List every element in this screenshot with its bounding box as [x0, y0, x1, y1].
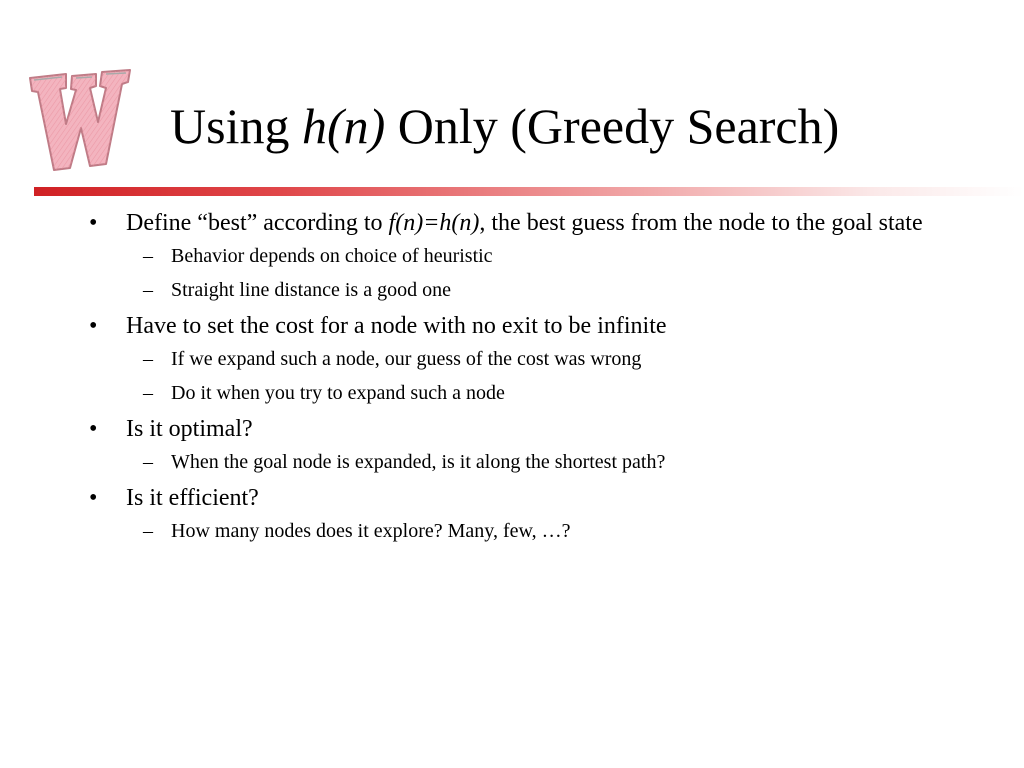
bullet-item [0, 414, 1024, 444]
bullet-marker: • [89, 210, 98, 236]
bullet-text-pre: Define “best” according to [126, 210, 389, 236]
sub-bullet-marker: – [143, 382, 153, 404]
title-post: Only (Greedy Search) [385, 98, 840, 154]
bullet-text: Is it optimal? [126, 416, 253, 442]
bullet-marker: • [89, 416, 98, 442]
bullet-item [0, 311, 1024, 341]
title-italic: h(n) [301, 98, 386, 154]
sub-bullet-marker: – [143, 348, 153, 370]
sub-bullet-text: Straight line distance is a good one [171, 279, 451, 301]
bullet-marker: • [89, 485, 98, 511]
bullet-list [0, 208, 1024, 552]
sub-bullet-item [0, 277, 1024, 303]
bullet-text-post: , the best guess from the node to the goal state [479, 210, 923, 236]
bullet-item [0, 483, 1024, 513]
sub-bullet-item [0, 518, 1024, 544]
bullet-text: Is it efficient? [126, 485, 259, 511]
sub-bullet-text: When the goal node is expanded, is it along the shortest path? [171, 451, 666, 473]
title-pre: Using [170, 98, 302, 154]
sub-bullet-item [0, 449, 1024, 475]
sub-bullet-marker: – [143, 451, 153, 473]
sub-bullet-text: Do it when you try to expand such a node [171, 382, 505, 404]
sub-bullet-text: Behavior depends on choice of heuristic [171, 245, 493, 267]
sub-bullet-text: How many nodes does it explore? Many, few, …? [171, 520, 571, 542]
sub-bullet-marker: – [143, 279, 153, 301]
bullet-marker: • [89, 313, 98, 339]
bullet-item [0, 208, 1024, 238]
title-divider [34, 187, 1024, 196]
bullet-text-italic: f(n)=h(n) [388, 210, 480, 236]
sub-bullet-marker: – [143, 520, 153, 542]
sub-bullet-item [0, 243, 1024, 269]
bullet-text: Have to set the cost for a node with no exit to be infinite [126, 313, 667, 339]
wisconsin-w-logo-icon [26, 66, 134, 172]
sub-bullet-item [0, 346, 1024, 372]
sub-bullet-marker: – [143, 245, 153, 267]
slide-title [170, 96, 839, 156]
sub-bullet-text: If we expand such a node, our guess of the cost was wrong [171, 348, 642, 370]
sub-bullet-item [0, 380, 1024, 406]
